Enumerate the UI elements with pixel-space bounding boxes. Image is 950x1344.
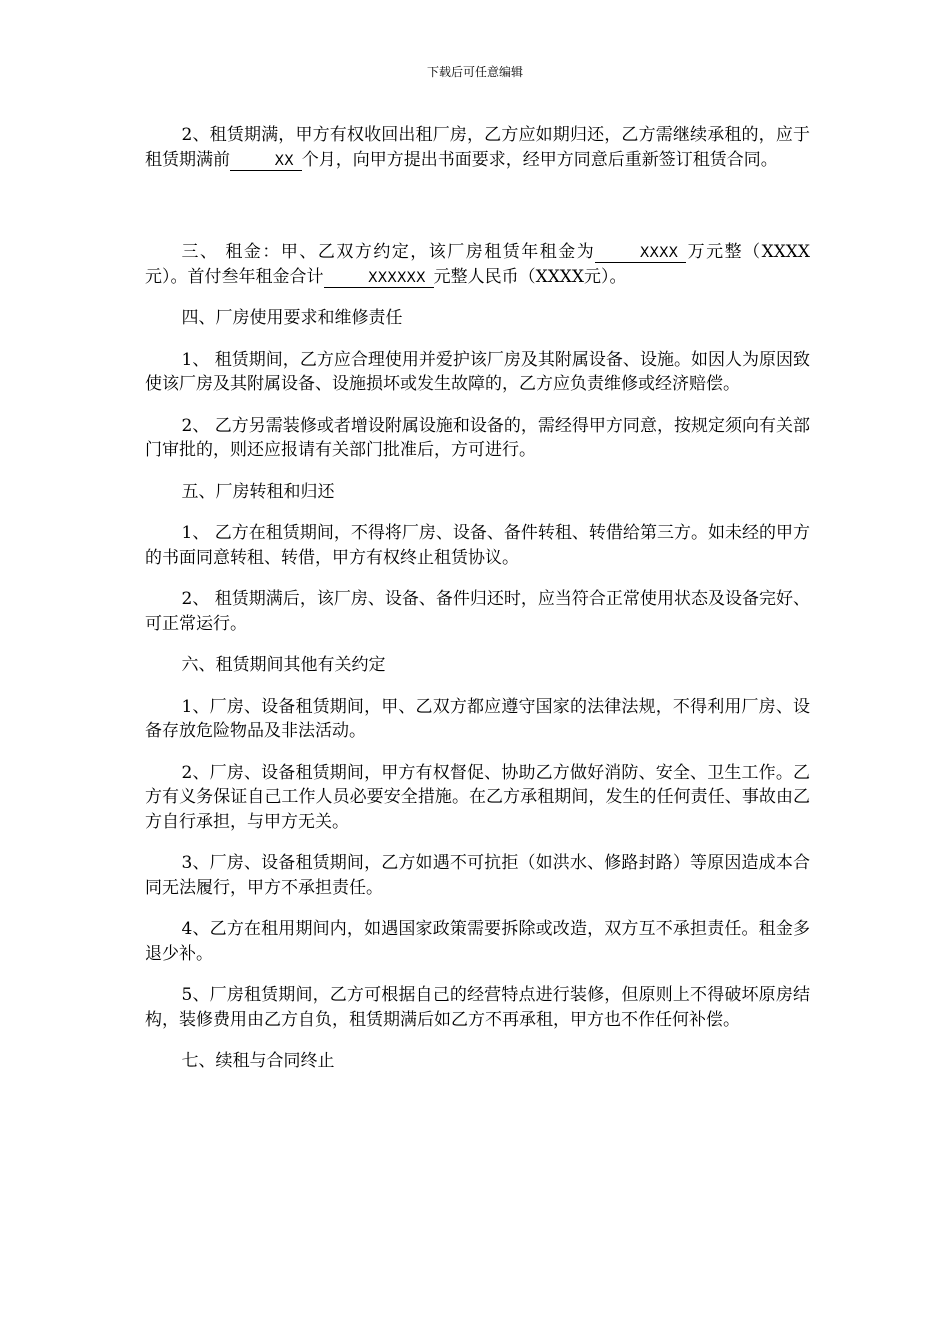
blank-field-initial-rent: XXXXXX [324,269,434,288]
paragraph-other-1: 1、厂房、设备租赁期间，甲、乙双方都应遵守国家的法律法规，不得利用厂房、设备存放危险物品及非法活动。 [145,696,810,741]
section-heading-sublease: 五、厂房转租和归还 [181,481,335,502]
paragraph-other-4: 4、乙方在租用期间内，如遇国家政策需要拆除或改造，双方互不承担责任。租金多退少补。 [145,919,810,964]
paragraph-other-3: 3、厂房、设备租赁期间，乙方如遇不可抗拒（如洪水、修路封路）等原因造成本合同无法履行，甲方不承担责任。 [145,853,810,898]
blank-field-months: XX [230,152,302,171]
section-heading-renewal: 七、续租与合同终止 [181,1051,335,1071]
paragraph-usage-2: 2、 乙方另需装修或者增设附属设施和设备的，需经得甲方同意，按规定须向有关部门审批的，则还应报请有关部门批准后，方可进行。 [145,415,810,460]
paragraph-sublease-1: 1、 乙方在租赁期间，不得将厂房、设备、备件转租、转借给第三方。如未经的甲方的书面同意转租、转借，甲方有权终止租赁协议。 [145,523,810,568]
paragraph-text: 个月，向甲方提出书面要求，经甲方同意后重新签订租赁合同。 [301,149,778,170]
section-heading-usage: 四、厂房使用要求和维修责任 [181,308,403,328]
paragraph-rent [145,240,810,289]
paragraph-renewal-notice [145,123,810,172]
paragraph-text: 万元整（XXXX元）。首付叁年租金合计 [145,242,810,287]
paragraph-text: 元整人民币（XXXX元）。 [433,266,627,287]
page-header: 下载后可任意编辑 [426,65,523,79]
blank-field-annual-rent: XXXX [595,244,686,263]
paragraph-text: 2、租赁期满，甲方有权收回出租厂房，乙方应如期归还，乙方需继续承租的，应于租赁期满前 [145,125,810,170]
paragraph-usage-1: 1、 租赁期间，乙方应合理使用并爱护该厂房及其附属设备、设施。如因人为原因致使该厂房及其附属设备、设施损坏或发生故障的，乙方应负责维修或经济赔偿。 [145,349,810,394]
document-body [145,123,810,1091]
paragraph-other-2: 2、厂房、设备租赁期间，甲方有权督促、协助乙方做好消防、安全、卫生工作。乙方有义务保证自己工作人员必要安全措施。在乙方承租期间，发生的任何责任、事故由乙方自行承担，与甲方无关。 [145,762,810,832]
paragraph-sublease-2: 2、 租赁期满后，该厂房、设备、备件归还时，应当符合正常使用状态及设备完好、可正常运行。 [145,589,810,634]
paragraph-text: 三、 租金：甲、乙双方约定，该厂房租赁年租金为 [181,242,596,262]
paragraph-other-5: 5、厂房租赁期间，乙方可根据自己的经营特点进行装修，但原则上不得破坏原房结构，装修费用由乙方自负，租赁期满后如乙方不再承租，甲方也不作任何补偿。 [145,985,810,1030]
section-heading-other-terms: 六、租赁期间其他有关约定 [181,655,386,675]
